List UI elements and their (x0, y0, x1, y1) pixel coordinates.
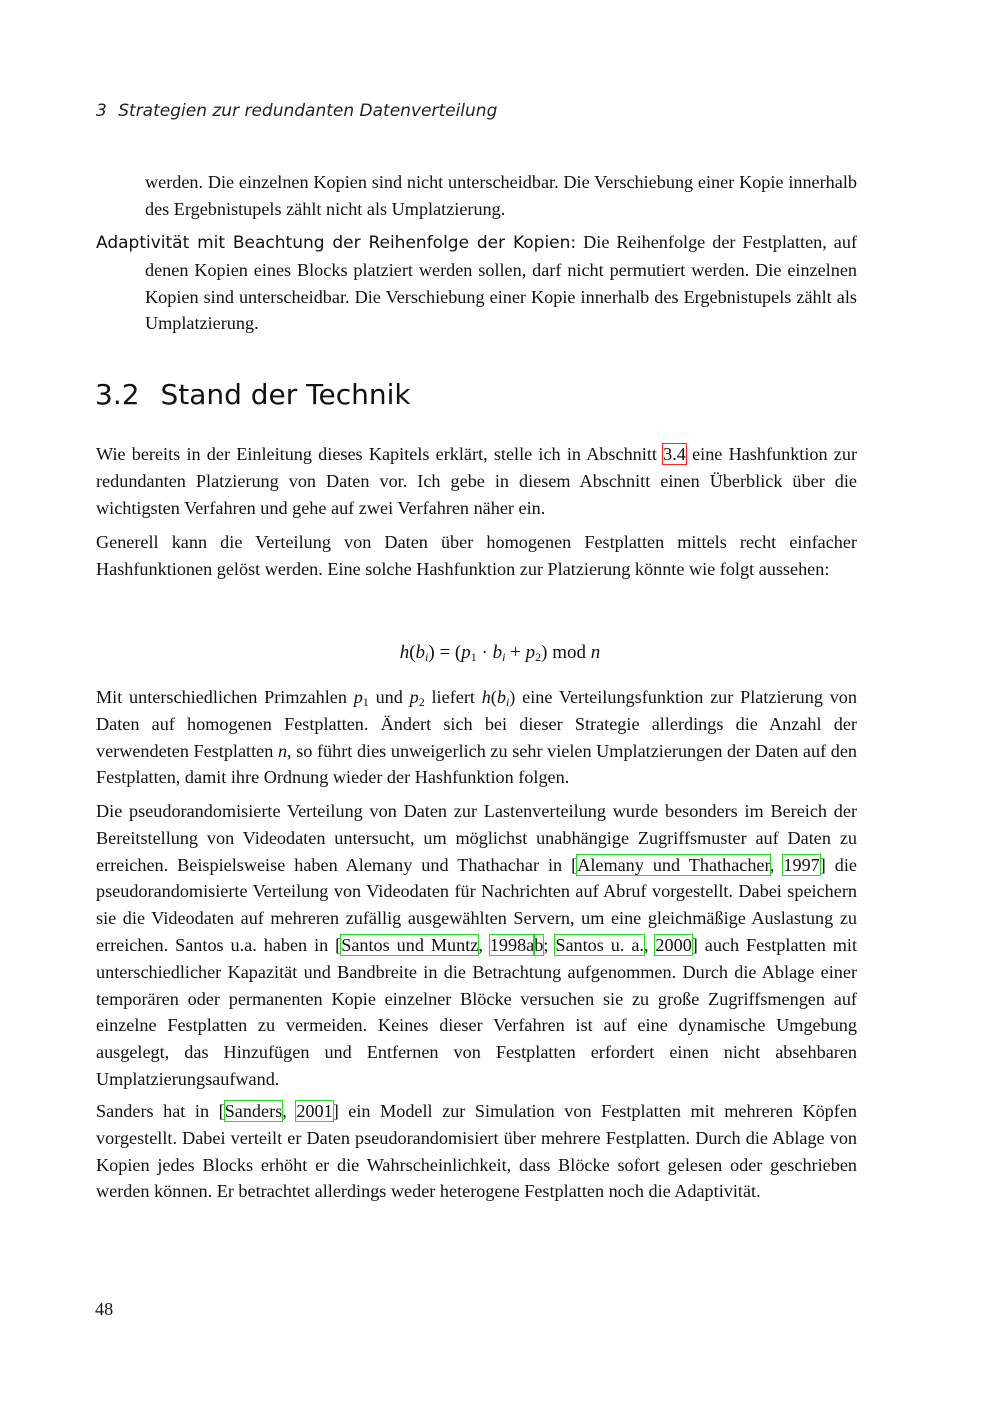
equation (0, 642, 1000, 664)
section-title: Stand der Technik (160, 378, 411, 411)
citation-alemany-year-link[interactable]: 1997 (783, 854, 820, 875)
section-number: 3.2 (95, 378, 140, 411)
paragraph-primes: Mit unterschiedlichen Primzahlen $p_1$ und $p_2$ liefert $h(b_i)$ eine Verteilungsfunktion zur Platzierung von Daten auf homogenen Festplatten. Ändert sich bei dieser Strategie allerdings die Anzahl der verwendeten Festplatten n, so führt dies unweigerlich zu sehr vielen Umplatzierungen der Daten auf den Festplatten, damit ihre Ordnung wieder der Hashfunktion folgen. (96, 687, 857, 788)
chapter-title: Strategien zur redundanten Datenverteilung (118, 101, 498, 121)
citation-santos-muntz-link[interactable]: Santos und Muntz (341, 934, 479, 955)
paragraph-hashfunction: Generell kann die Verteilung von Daten über homogenen Festplatten mittels recht einfacher Hashfunktionen gelöst werden. Eine solche Hashfunktion zur Platzierung könnte wie folgt aussehen: (96, 532, 857, 579)
citation-sanders-year-link[interactable]: 2001 (296, 1101, 333, 1121)
chapter-number: 3 (96, 101, 107, 121)
citation-alemany-link[interactable]: Alemany und Thathacher (577, 854, 770, 875)
section-heading (95, 378, 411, 411)
citation-santos-ua-link[interactable]: Santos u. a. (555, 934, 644, 955)
definition-term: Adaptivität mit Beachtung der Reihenfolge der Kopien: (96, 233, 577, 253)
citation-santos-muntz-1998a-link[interactable]: 1998a (489, 934, 535, 955)
definition-continuation: werden. Die einzelnen Kopien sind nicht unterscheidbar. Die Verschiebung einer Kopie innerhalb des Ergebnistupels zählt nicht als Umplatzierung. (145, 172, 857, 219)
paragraph-intro: Wie bereits in der Einleitung dieses Kapitels erklärt, stelle ich in Abschnitt 3.4 eine Hashfunktion zur redundanten Platzierung von Daten vor. Ich gebe in diesem Abschnitt einen Überblick über die wichtigsten Verfahren und gehe auf zwei Verfahren näher ein. (96, 444, 858, 518)
section-ref-link[interactable]: 3.4 (663, 444, 686, 464)
citation-sanders-link[interactable]: Sanders (224, 1101, 283, 1121)
running-header (96, 101, 497, 121)
paragraph-sanders: Sanders hat in [Sanders, 2001] ein Modell zur Simulation von Festplatten mit mehreren Köpfen vorgestellt. Dabei verteilt er Daten pseudorandomisiert über mehrere Festplatten. Durch die Ablage von Kopien jedes Blocks erhöht er die Wahrscheinlichkeit, dass Blöcke sofort gelesen oder geschrieben werden können. Er betrachtet allerdings weder heterogene Festplatten noch die Adaptivität. (96, 1101, 857, 1202)
citation-santos-muntz-1998b-link[interactable]: b (534, 934, 544, 955)
definition-item (96, 229, 857, 337)
equation-formula: $h(b_i) = (p_1 \cdot b_i + p_2)$ mod n (399, 642, 601, 664)
page-number: 48 (95, 1299, 114, 1319)
paragraph-related-work: Die pseudorandomisierte Verteilung von Daten zur Lastenverteilung wurde besonders im Bereich der Bereitstellung von Videodaten untersucht, um möglichst unabhängige Zugriffsmuster auf Daten zu erreichen. Beispielsweise haben Alemany und Thathachar in [Alemany und Thathacher, 1997] die pseudorandomisierte Verteilung von Videodaten für Nachrichten auf Abruf vorgestellt. Dabei speichern sie die Videodaten auf mehreren zufällig ausgewählten Servern, um eine gleichmäßige Auslastung zu erreichen. Santos u.a. haben in [Santos und Muntz, 1998ab; Santos u. a., 2000] auch Festplatten mit unterschiedlicher Kapazität und Bandbreite in die Betrachtung aufgenommen. Durch die Ablage einer temporären oder permanenten Kopie einzelner Blöcke versuchen sie zu große Zugriffsmengen auf einzelne Festplatten zu vermeiden. Keines dieser Verfahren ist auf eine dynamische Umgebung ausgelegt, das Hinzufügen und Entfernen von Festplatten erfordert einen nicht absehbaren Umplatzierungsaufwand. (96, 801, 858, 1089)
definition-text: Die Reihenfolge der Festplatten, auf denen Kopien eines Blocks platziert werden sollen, darf nicht permutiert werden. Die einzelnen Kopien sind unterscheidbar. Die Verschiebung einer Kopie innerhalb des Ergebnistupels zählt als Umplatzierung. (145, 232, 857, 334)
citation-santos-ua-year-link[interactable]: 2000 (655, 934, 692, 955)
